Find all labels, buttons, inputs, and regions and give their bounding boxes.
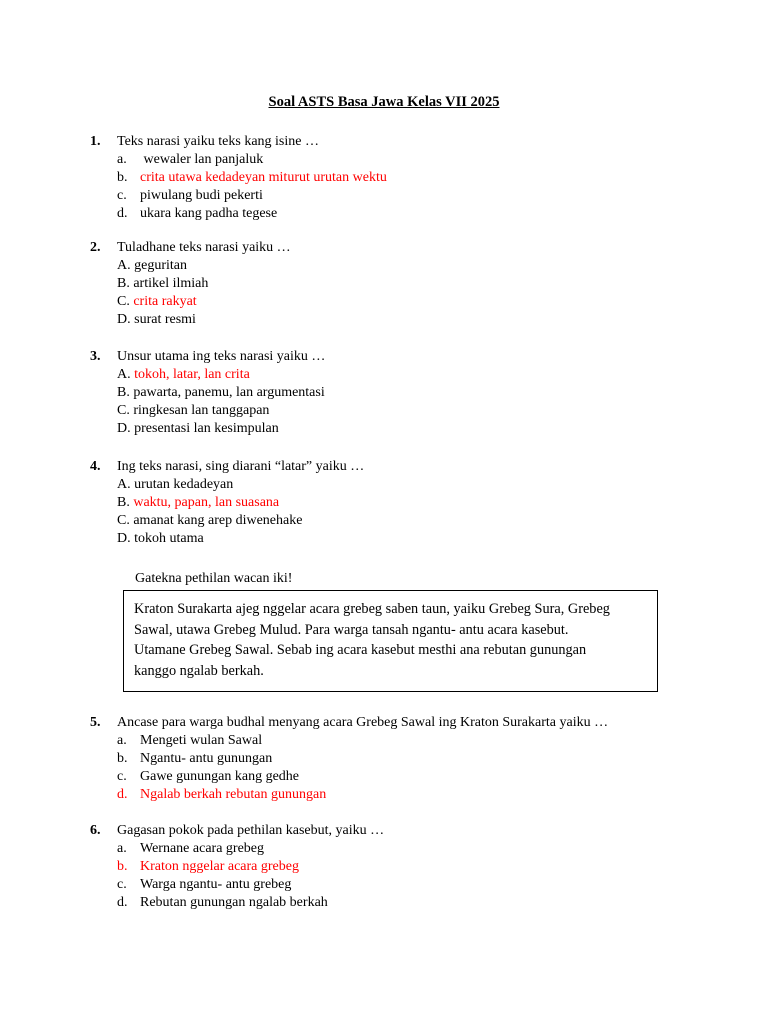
question-number: 3. [90,349,101,364]
option-letter: a. [117,152,127,167]
option-list [117,151,387,223]
option-letter: d. [117,206,128,221]
option-letter: B. [117,385,130,400]
option-text: urutan kedadeyan [134,477,234,492]
option-letter: D. [117,531,131,546]
question-text: Teks narasi yaiku teks kang isine … [117,134,319,149]
option-letter: C. [117,513,130,528]
passage-line: Utamane Grebeg Sawal. Sebab ing acara kasebut mesthi ana rebutan gunungan [134,642,587,658]
option-c [117,187,387,205]
option-letter: b. [117,859,128,874]
option-d [117,530,302,548]
question-number: 1. [90,134,101,149]
option-letter: A. [117,258,131,273]
option-text: Warga ngantu- antu grebeg [140,877,292,892]
option-letter: b. [117,751,128,766]
option-letter: b. [117,170,128,185]
option-letter: D. [117,312,131,327]
option-letter: d. [117,787,128,802]
option-d [117,311,208,329]
passage-line: Sawal, utawa Grebeg Mulud. Para warga tansah ngantu- antu acara kasebut. [134,621,569,638]
option-letter: c. [117,769,127,784]
passage-line: kanggo ngalab berkah. [134,662,264,679]
option-text: wewaler lan panjaluk [140,152,264,167]
option-text: artikel ilmiah [133,276,209,291]
option-a [117,732,326,750]
question-text: Ancase para warga budhal menyang acara Grebeg Sawal ing Kraton Surakarta yaiku … [117,715,609,730]
option-b [117,750,326,768]
option-list [117,840,328,912]
passage-intro: Gatekna pethilan wacan iki! [135,571,293,586]
option-b [117,169,387,187]
option-letter: a. [117,733,127,748]
reading-passage-box [123,590,658,692]
option-letter: a. [117,841,127,856]
option-text: piwulang budi pekerti [140,188,263,203]
option-letter: D. [117,421,131,436]
question-number: 6. [90,823,101,838]
option-b [117,494,302,512]
option-letter: c. [117,877,127,892]
option-text-correct: waktu, papan, lan suasana [133,495,280,510]
option-list [117,366,325,438]
option-text: pawarta, panemu, lan argumentasi [133,385,325,400]
option-text-correct: crita rakyat [133,294,197,309]
option-b [117,275,208,293]
passage-line: Kraton Surakarta ajeg nggelar acara grebeg saben taun, yaiku Grebeg Sura, Grebeg [134,601,610,617]
option-d [117,420,325,438]
option-text: geguritan [134,258,187,273]
question-text: Gagasan pokok pada pethilan kasebut, yaiku … [117,823,385,838]
option-text-correct: crita utawa kedadeyan miturut urutan wektu [140,170,387,185]
question-text: Ing teks narasi, sing diarani “latar” yaiku … [117,459,365,474]
option-c [117,512,302,530]
option-text-correct: Kraton nggelar acara grebeg [140,859,299,874]
option-letter: C. [117,403,130,418]
option-text-correct: Ngalab berkah rebutan gunungan [140,787,327,802]
option-text: Mengeti wulan Sawal [140,733,263,748]
option-c [117,876,328,894]
option-text: presentasi lan kesimpulan [134,421,279,436]
option-list [117,476,302,548]
option-letter: B. [117,495,130,510]
option-b [117,858,328,876]
option-text: amanat kang arep diwenehake [133,513,303,528]
option-text: surat resmi [134,312,196,327]
option-letter: B. [117,276,130,291]
option-letter: A. [117,477,131,492]
option-a [117,151,387,169]
option-c [117,293,208,311]
option-text: Gawe gunungan kang gedhe [140,769,300,784]
question-number: 2. [90,240,101,255]
option-d [117,205,387,223]
question-number: 4. [90,459,101,474]
question-number: 5. [90,715,101,730]
option-text: ukara kang padha tegese [140,206,278,221]
option-text: tokoh utama [134,531,204,546]
option-b [117,384,325,402]
option-c [117,402,325,420]
option-d [117,894,328,912]
option-list [117,732,326,804]
option-letter: c. [117,188,127,203]
document-title: Soal ASTS Basa Jawa Kelas VII 2025 [268,94,500,110]
option-c [117,768,326,786]
option-d [117,786,326,804]
option-text: Ngantu- antu gunungan [140,751,273,766]
question-text: Tuladhane teks narasi yaiku … [117,240,291,255]
option-a [117,476,302,494]
option-text: ringkesan lan tanggapan [133,403,270,418]
option-list [117,257,208,329]
option-text: Wernane acara grebeg [140,841,265,856]
option-letter: d. [117,895,128,910]
option-text-correct: tokoh, latar, lan crita [134,367,250,382]
question-text: Unsur utama ing teks narasi yaiku … [117,349,326,364]
option-a [117,257,208,275]
option-a [117,840,328,858]
option-letter: C. [117,294,130,309]
option-letter: A. [117,367,131,382]
option-a [117,366,325,384]
option-text: Rebutan gunungan ngalab berkah [140,895,328,910]
